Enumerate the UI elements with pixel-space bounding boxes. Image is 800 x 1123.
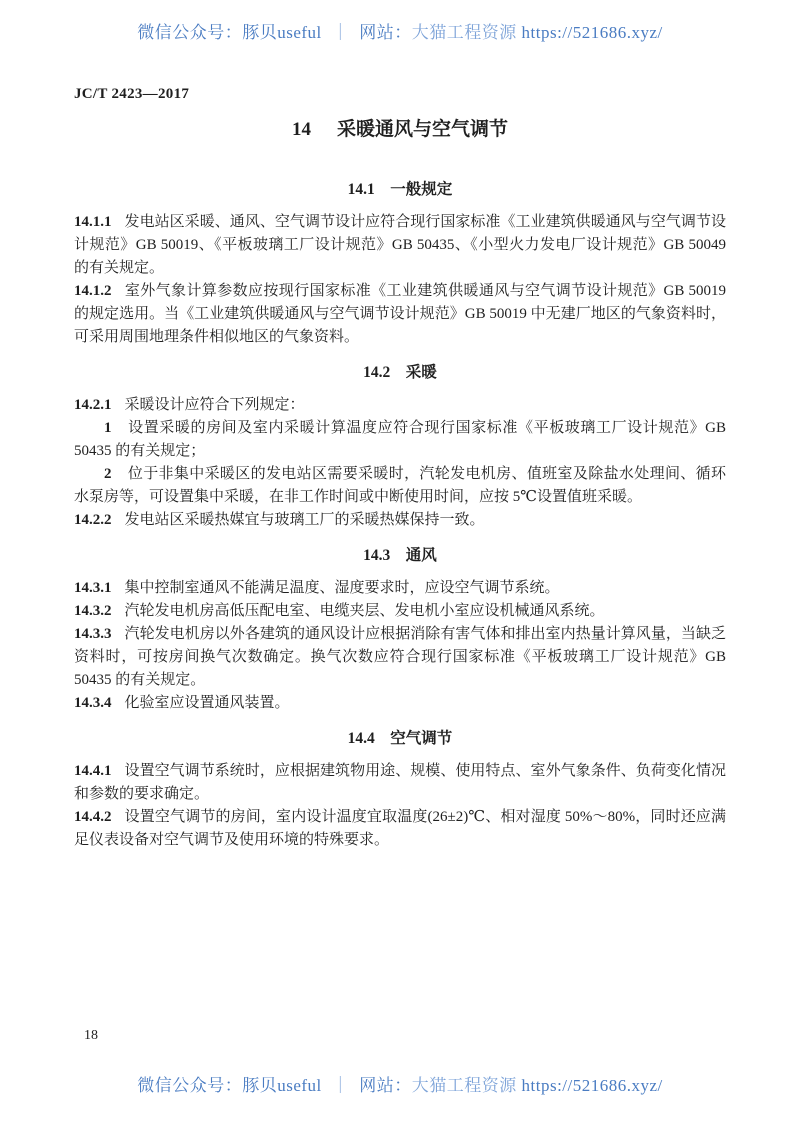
clause-14-2-2 [74, 509, 726, 532]
clause-14-3-1 [74, 577, 726, 600]
clause-number: 14.3.3 [74, 626, 112, 642]
clause-text: 设置空气调节系统时，应根据建筑物用途、规模、使用特点、室外气象条件、负荷变化情况和参数的要求确定。 [74, 763, 726, 802]
clause-number: 14.4.1 [74, 763, 112, 779]
clause-14-2-1 [74, 394, 726, 417]
clause-text: 室外气象计算参数应按现行国家标准《工业建筑供暖通风与空气调节设计规范》GB 50019 的规定选用。当《工业建筑供暖通风与空气调节设计规范》GB 50019 中无建厂地区的气象资料时，可采用周围地理条件相似地区的气象资料。 [74, 283, 726, 345]
standard-code: JC/T 2423—2017 [74, 86, 190, 102]
watermark-site-name: 大猫工程资源 [411, 1076, 517, 1095]
clause-number: 14.4.2 [74, 809, 112, 825]
item-text: 设置采暖的房间及室内采暖计算温度应符合现行国家标准《平板玻璃工厂设计规范》GB 50435 的有关规定； [74, 420, 726, 459]
clause-text: 汽轮发电机房以外各建筑的通风设计应根据消除有害气体和排出室内热量计算风量，当缺乏资料时，可按房间换气次数确定。换气次数应符合现行国家标准《平板玻璃工厂设计规范》GB 50435 的有关规定。 [74, 626, 726, 688]
watermark-site-name: 大猫工程资源 [411, 23, 517, 42]
clause-14-2-1-item-1 [74, 417, 726, 463]
clause-number: 14.2.1 [74, 397, 112, 413]
clause-text: 集中控制室通风不能满足温度、湿度要求时，应设空气调节系统。 [124, 580, 560, 596]
clause-text: 汽轮发电机房高低压配电室、电缆夹层、发电机小室应设机械通风系统。 [124, 603, 605, 619]
watermark-wechat: 微信公众号：豚贝useful [137, 23, 322, 42]
document-body [74, 116, 726, 852]
page-number: 18 [84, 1028, 98, 1043]
chapter-title [74, 116, 726, 144]
header-watermark [0, 18, 800, 43]
footer-watermark [0, 1071, 800, 1096]
clause-text: 化验室应设置通风装置。 [124, 695, 290, 711]
chapter-number: 14 [291, 119, 311, 140]
watermark-site-prefix: 网站： [359, 1076, 412, 1095]
clause-number: 14.2.2 [74, 512, 112, 528]
chapter-title-text: 采暖通风与空气调节 [336, 119, 508, 140]
clause-number: 14.1.1 [74, 214, 112, 230]
watermark-url: https://521686.xyz/ [521, 23, 663, 42]
watermark-separator: ｜ [331, 1076, 350, 1095]
clause-text: 发电站区采暖热媒宜与玻璃工厂的采暖热媒保持一致。 [124, 512, 485, 528]
clause-14-3-2 [74, 600, 726, 623]
section-heading-14-3: 14.3 通风 [363, 547, 437, 564]
item-number: 1 [104, 420, 112, 436]
clause-text: 设置空气调节的房间，室内设计温度宜取温度(26±2)℃、相对湿度 50%～80%，同时还应满足仪表设备对空气调节及使用环境的特殊要求。 [74, 809, 726, 848]
clause-14-3-4 [74, 692, 726, 715]
clause-14-2-1-item-2 [74, 463, 726, 509]
watermark-wechat: 微信公众号：豚贝useful [137, 1076, 322, 1095]
clause-14-4-1 [74, 760, 726, 806]
watermark-separator: ｜ [331, 23, 350, 42]
watermark-url: https://521686.xyz/ [521, 1076, 663, 1095]
section-heading-14-2: 14.2 采暖 [363, 364, 437, 381]
clause-14-1-2 [74, 280, 726, 349]
clause-number: 14.3.4 [74, 695, 112, 711]
item-number: 2 [104, 466, 112, 482]
clause-14-4-2 [74, 806, 726, 852]
clause-number: 14.3.2 [74, 603, 112, 619]
clause-text: 采暖设计应符合下列规定： [124, 397, 305, 413]
watermark-site-prefix: 网站： [359, 23, 412, 42]
clause-text: 发电站区采暖、通风、空气调节设计应符合现行国家标准《工业建筑供暖通风与空气调节设计规范》GB 50019、《平板玻璃工厂设计规范》GB 50435、《小型火力发电厂设计规范》GB 50049 的有关规定。 [74, 214, 726, 276]
section-heading-14-1: 14.1 一般规定 [347, 181, 453, 198]
clause-number: 14.1.2 [74, 283, 112, 299]
clause-14-3-3 [74, 623, 726, 692]
clause-number: 14.3.1 [74, 580, 112, 596]
section-heading-14-4: 14.4 空气调节 [347, 730, 453, 747]
clause-14-1-1 [74, 211, 726, 280]
item-text: 位于非集中采暖区的发电站区需要采暖时，汽轮发电机房、值班室及除盐水处理间、循环水泵房等，可设置集中采暖，在非工作时间或中断使用时间，应按 5℃设置值班采暖。 [74, 466, 726, 505]
